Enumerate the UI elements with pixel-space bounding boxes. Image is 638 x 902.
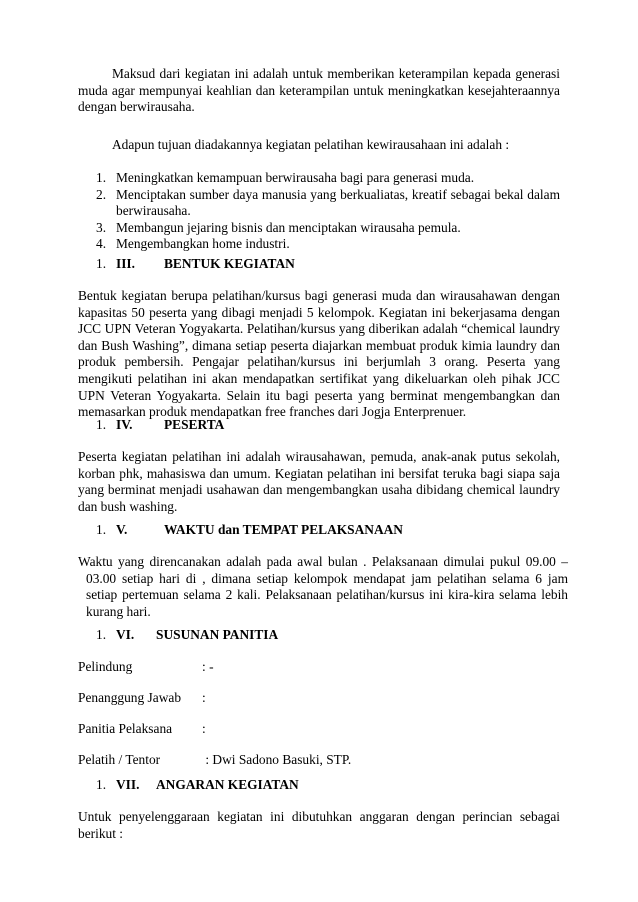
field-value: : Dwi Sadono Basuki, STP.	[202, 752, 352, 767]
goal-text: Menciptakan sumber daya manusia yang berkualiatas, kreatif sebagai bekal dalam berwirausaha.	[116, 186, 560, 219]
section-heading-anggaran	[96, 777, 299, 794]
section-roman: III.	[116, 256, 135, 271]
purpose-paragraph: Maksud dari kegiatan ini adalah untuk memberikan keterampilan kepada generasi muda agar mempunyai keahlian dan keterampilan untuk meningkatkan kesejahteraannya dengan berwirausaha.	[78, 66, 560, 115]
section-number: 1.	[96, 417, 107, 432]
goal-item	[96, 187, 560, 220]
goal-number: 3.	[96, 219, 107, 235]
goal-number: 2.	[96, 186, 107, 202]
committee-field	[78, 721, 206, 738]
section-title: PESERTA	[164, 417, 225, 432]
committee-field	[78, 752, 351, 769]
section-title: WAKTU dan TEMPAT PELAKSANAAN	[164, 522, 403, 537]
section-heading-bentuk	[96, 256, 295, 273]
field-label: Panitia Pelaksana	[78, 721, 173, 736]
goal-item	[96, 170, 560, 187]
waktu-paragraph: Waktu yang direncanakan adalah pada awal bulan . Pelaksanaan dimulai pukul 09.00 – 03.00 setiap hari di , dimana setiap kelompok mendapat jam pelatihan selama 6 jam setiap pertemuan selama 2 kali. Pelaksanaan pelatihan/kursus ini kira-kira selama lebih kurang hari.	[78, 554, 568, 619]
goal-number: 1.	[96, 170, 107, 185]
section-roman: VI.	[116, 627, 135, 642]
section-heading-panitia	[96, 627, 278, 644]
field-value: : -	[202, 659, 214, 674]
section-title: ANGARAN KEGIATAN	[156, 777, 299, 792]
goal-text: Meningkatkan kemampuan berwirausaha bagi para generasi muda.	[116, 170, 475, 185]
field-value: :	[202, 690, 206, 705]
section-title: BENTUK KEGIATAN	[164, 256, 295, 271]
section-number: 1.	[96, 777, 107, 792]
goal-text: Mengembangkan home industri.	[116, 236, 290, 252]
section-heading-waktu	[96, 522, 403, 539]
goal-text: Membangun jejaring bisnis dan menciptakan wirausaha pemula.	[116, 219, 461, 235]
field-label: Penanggung Jawab	[78, 690, 182, 705]
goal-item	[96, 236, 560, 253]
section-roman: IV.	[116, 417, 133, 432]
goal-item	[96, 220, 560, 237]
section-heading-peserta	[96, 417, 224, 434]
field-label: Pelatih / Tentor	[78, 752, 161, 767]
goal-number: 4.	[96, 236, 107, 252]
goal-intro-paragraph: Adapun tujuan diadakannya kegiatan pelatihan kewirausahaan ini adalah :	[112, 137, 510, 152]
bentuk-paragraph: Bentuk kegiatan berupa pelatihan/kursus bagi generasi muda dan wirausahawan dengan kapasitas 50 peserta yang dibagi menjadi 5 kelompok. Kegiatan ini bekerjasama dengan JCC UPN Veteran Yogyakarta. Pelatihan/kursus yang diberikan adalah “chemical laundry dan Bush Washing”, dimana setiap peserta diajarkan membuat produk kimia laundry dan produk pembersih. Pengajar pelatihan/kursus ini berjumlah 3 orang. Peserta yang mengikuti pelatihan ini akan mendapatkan sertifikat yang dikeluarkan oleh pihak JCC UPN Veteran Yogyakarta. Selain itu bagi peserta yang berminat mengembangkan dan memasarkan produk mendapatkan free franches dari Jogja Enterprenuer.	[78, 288, 560, 420]
field-label: Pelindung	[78, 659, 133, 674]
peserta-paragraph: Peserta kegiatan pelatihan ini adalah wirausahawan, pemuda, anak-anak putus sekolah, korban phk, mahasiswa dan umum. Kegiatan pelatihan ini bersifat teruka bagi siapa saja yang berminat menjadi usahawan dan mengembangkan usaha dibidang chemical laundry dan bush washing.	[78, 449, 560, 514]
section-roman: V.	[116, 522, 128, 537]
committee-field	[78, 659, 214, 676]
anggaran-paragraph: Untuk penyelenggaraan kegiatan ini dibutuhkan anggaran dengan perincian sebagai berikut :	[78, 809, 560, 841]
section-number: 1.	[96, 256, 107, 271]
field-value: :	[202, 721, 206, 736]
committee-field	[78, 690, 206, 707]
section-number: 1.	[96, 522, 107, 537]
section-number: 1.	[96, 627, 107, 642]
section-roman: VII.	[116, 777, 140, 792]
section-title: SUSUNAN PANITIA	[156, 627, 279, 642]
goal-list	[96, 170, 560, 253]
